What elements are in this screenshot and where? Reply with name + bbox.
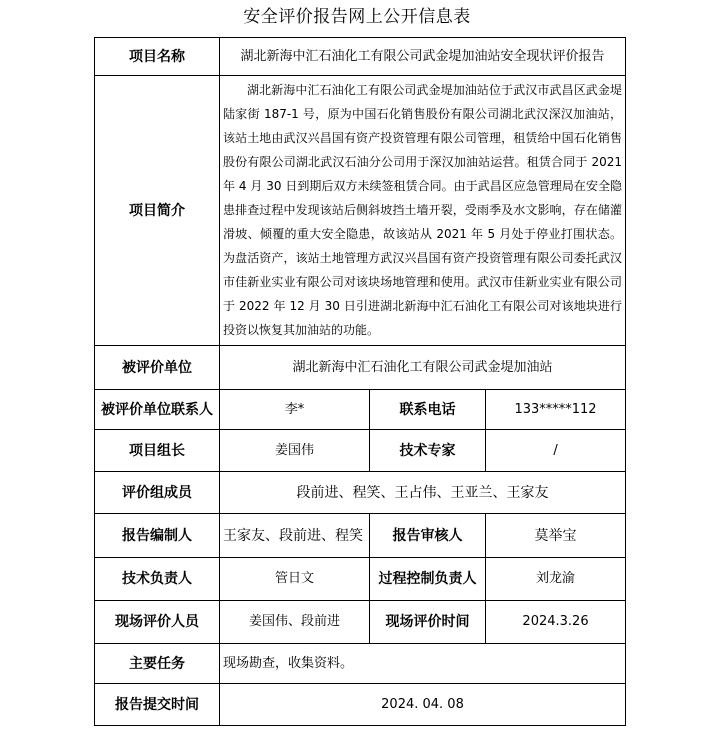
row-site-evaluators <box>95 601 626 644</box>
process-lead-label: 过程控制负责人 <box>370 558 486 601</box>
site-evaluators-value: 姜国伟、段前进 <box>220 601 370 644</box>
submit-time-value: 2024. 04. 08 <box>220 684 626 726</box>
evaluated-unit-value: 湖北新海中汇石油化工有限公司武金堤加油站 <box>220 346 626 390</box>
tech-lead-value: 管日文 <box>220 558 370 601</box>
row-team-members <box>95 472 626 514</box>
main-tasks-label: 主要任务 <box>95 644 220 684</box>
project-intro-value: 湖北新海中汇石油化工有限公司武金堤加油站位于武汉市武昌区武金堤陆家街 187-1 号，原为中国石化销售股份有限公司湖北武汉深汉加油站，该站土地由武汉兴昌国有资产投资管理有限公司管理，租赁给中国石化销售股份有限公司湖北武汉石油分公司用于深汉加油站运营。租赁合同于 2021 年 4 月 30 日到期后双方未续签租赁合同。由于武昌区应急管理局在安全隐患排查过程中发现该站后侧斜坡挡土墙开裂，受雨季及水文影响，存在储灌滑坡、倾覆的重大安全隐患，故该站从 2021 年 5 月处于停业打围状态。为盘活资产，该站土地管理方武汉兴昌国有资产投资管理有限公司委托武汉市佳新业实业有限公司对该块场地管理和使用。武汉市佳新业实业有限公司于 2022 年 12 月 30 日引进湖北新海中汇石油化工有限公司对该地块进行投资以恢复其加油站的功能。 <box>220 76 626 346</box>
submit-time-label: 报告提交时间 <box>95 684 220 726</box>
page-title: 安全评价报告网上公开信息表 <box>243 7 471 27</box>
team-members-value: 段前进、程笑、王占伟、王亚兰、王家友 <box>220 472 626 514</box>
row-project-name <box>95 38 626 76</box>
row-tech-lead <box>95 558 626 601</box>
info-table <box>94 37 626 726</box>
project-intro-label: 项目简介 <box>95 76 220 346</box>
team-members-label: 评价组成员 <box>95 472 220 514</box>
phone-value: 133*****112 <box>486 390 626 430</box>
contact-value: 李* <box>220 390 370 430</box>
reviewer-label: 报告审核人 <box>370 514 486 558</box>
row-project-intro <box>95 76 626 346</box>
report-writer-value: 王家友、段前进、程笑 <box>220 514 370 558</box>
row-contact <box>95 390 626 430</box>
row-main-tasks <box>95 644 626 684</box>
row-evaluated-unit <box>95 346 626 390</box>
main-tasks-value: 现场勘查，收集资料。 <box>220 644 626 684</box>
tech-lead-label: 技术负责人 <box>95 558 220 601</box>
project-name-label: 项目名称 <box>95 38 220 76</box>
expert-value: / <box>486 430 626 472</box>
report-writer-label: 报告编制人 <box>95 514 220 558</box>
evaluated-unit-label: 被评价单位 <box>95 346 220 390</box>
team-leader-label: 项目组长 <box>95 430 220 472</box>
row-team-leader <box>95 430 626 472</box>
reviewer-value: 莫举宝 <box>486 514 626 558</box>
process-lead-value: 刘龙渝 <box>486 558 626 601</box>
site-evaluators-label: 现场评价人员 <box>95 601 220 644</box>
row-report-writer <box>95 514 626 558</box>
team-leader-value: 姜国伟 <box>220 430 370 472</box>
site-time-label: 现场评价时间 <box>370 601 486 644</box>
expert-label: 技术专家 <box>370 430 486 472</box>
contact-label: 被评价单位联系人 <box>95 390 220 430</box>
row-submit-time <box>95 684 626 726</box>
project-name-value: 湖北新海中汇石油化工有限公司武金堤加油站安全现状评价报告 <box>220 38 626 76</box>
phone-label: 联系电话 <box>370 390 486 430</box>
site-time-value: 2024.3.26 <box>486 601 626 644</box>
